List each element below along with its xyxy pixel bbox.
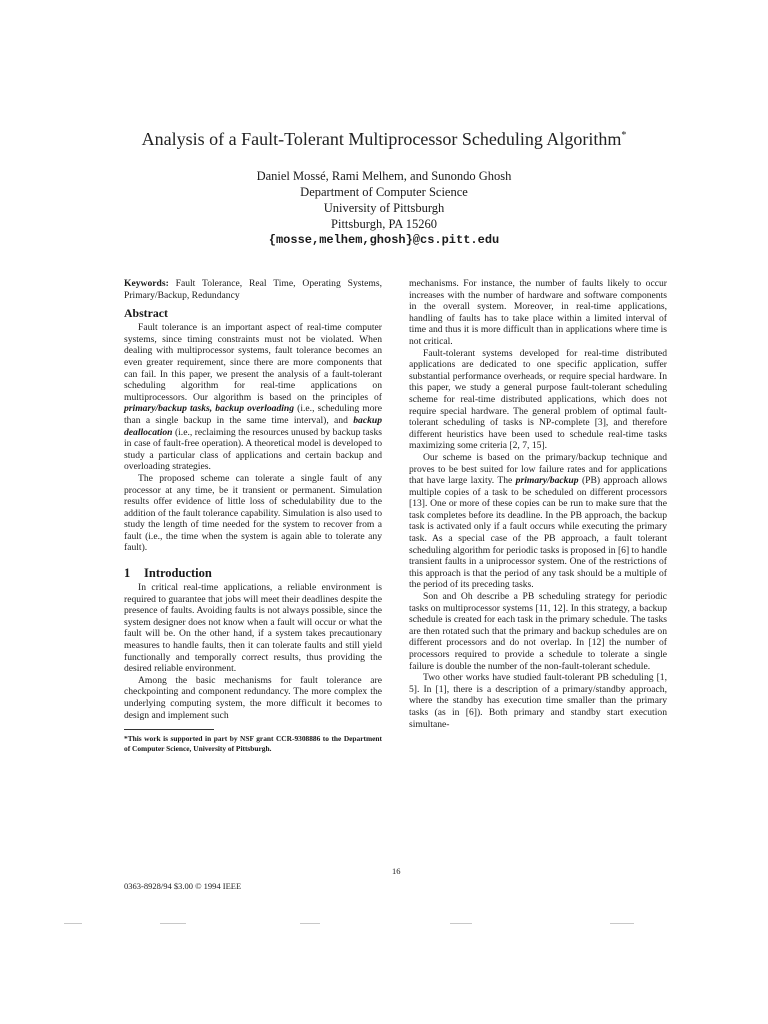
paper-title [60,128,708,150]
abstract-paragraph-1: Fault tolerance is an important aspect of real-time computer systems, since timing constraints must not be violated. When dealing with multiprocessor systems, fault tolerance becomes an even greater requirement, since there are more components that can fail. In this paper, we present the analysis of a fault-tolerant scheduling algorithm for real-time applications on multiprocessors. Our algorithm is based on the principles of primary/backup tasks, backup overloading (i.e., scheduling more than a single backup in the same time interval), and backup deallocation (i.e., reclaiming the resources unused by backup tasks in case of fault-free operation). A theoretical model is developed to study a particular class of applications and certain backup and overloading strategies. [124,322,382,473]
section-title: Introduction [144,566,212,581]
introduction-heading [124,566,382,580]
intro-paragraph-1: In critical real-time applications, a reliable environment is required to guarantee that jobs will meet their deadlines despite the presence of faults. Avoiding faults is not always possible, since the system designer does not know when a fault will occur or what the fault will be. On the other hand, if a system takes precautionary measures to handle faults, then it can tolerate faults and still yield functionally and temporally correct results, thus providing the desired reliable environment. [124,582,382,675]
location: Pittsburgh, PA 15260 [331,217,437,231]
title-text: Analysis of a Fault-Tolerant Multiprocessor Scheduling Algorithm [141,129,622,149]
emphasis-text: primary/backup tasks, backup overloading [124,403,295,415]
section-number: 1 [124,566,131,581]
scan-artifact [300,923,320,924]
copyright-line: 0363-8928/94 $3.00 © 1994 IEEE [124,881,242,891]
abstract-paragraph-2: The proposed scheme can tolerate a single fault of any processor at any time, be it transient or permanent. Simulation results offer evidence of little loss of schedulability due to the addition of the fault tolerance capability. Simulation is also used to study the length of time needed for the system to recover from a fault (i.e., the time when the system is again able to tolerate any fault). [124,472,382,554]
abstract-heading: Abstract [124,306,168,321]
university: University of Pittsburgh [323,201,445,215]
keywords [124,278,382,301]
footnote-rule [124,729,214,730]
intro-paragraph-2: Among the basic mechanisms for fault tolerance are checkpointing and component redundancy. The more complex the underlying computing system, the more difficult it becomes to design and implement such [124,674,382,721]
page-number: 16 [392,866,401,876]
scan-artifact [450,923,472,924]
keywords-label: Keywords: [124,278,169,289]
scan-artifact [610,923,634,924]
emphasis-text: backup deallocation [124,414,382,438]
author-names: Daniel Mossé, Rami Melhem, and Sunondo Ghosh [256,169,512,183]
body-paragraph: Two other works have studied fault-tolerant PB scheduling [1, 5]. In [1], there is a description of a primary/standby approach, where the standby has execution time smaller than the primary tasks (as in [6]). Both primary and standby start execution simultane- [409,672,667,730]
body-paragraph: Son and Oh describe a PB scheduling strategy for periodic tasks on multiprocessor systems [11, 12]. In this strategy, a backup schedule is created for each task in the primary schedule. The tasks are then rotated such that the primary and backup schedules are on different processors and do not overlap. In [12] the number of processors required to provide a schedule to tolerate a single failure is double the number of the non-fault-tolerant schedule. [409,591,667,672]
footnote: *This work is supported in part by NSF grant CCR-9308886 to the Department of Computer Science, University of Pittsburgh. [124,734,382,754]
scan-artifact [160,923,186,924]
body-paragraph: Fault-tolerant systems developed for real-time distributed applications are dedicated to one specific application, suffer substantial performance overheads, or require special hardware. In this paper, we study a general purpose fault-tolerant scheduling scheme for real-time distributed applications, which does not require special hardware. The general problem of optimal fault-tolerant scheduling of tasks is NP-complete [3], and therefore different heuristics have been used to schedule real-time tasks maximizing some criteria [2, 7, 15]. [409,347,667,452]
scan-artifact [64,923,82,924]
body-paragraph: Our scheme is based on the primary/backup technique and proves to be best suited for low failure rates and for applications that have large laxity. The primary/backup (PB) approach allows multiple copies of a task to be scheduled on different processors [13]. One or more of these copies can be run to make sure that the task completes before its deadline. In the PB approach, the backup task is activated only if a fault occurs while executing the primary task. As a special case of the PB approach, a fault tolerant scheduling algorithm for periodic tasks is proposed in [6] to handle transient faults in a uniprocessor system. One of the restrictions of this approach is that the period of any task should be a multiple of the period of its preceding tasks. [409,451,667,591]
department: Department of Computer Science [300,185,468,199]
body-paragraph: mechanisms. For instance, the number of faults likely to occur increases with the number of hardware and software components in the overall system. Moreover, in real-time applications, handling of faults has to take place within a limited interval of time and thus it is more difficult than in applications where time is not critical. [409,278,667,347]
author-block [100,168,668,248]
emphasis-text: primary/backup [515,475,579,487]
right-column [409,278,667,730]
author-email: {mosse,melhem,ghosh}@cs.pitt.edu [268,233,500,247]
left-column [124,278,382,754]
title-footnote-marker: * [621,130,627,141]
keywords-text: Fault Tolerance, Real Time, Operating Systems, Primary/Backup, Redundancy [124,278,382,301]
